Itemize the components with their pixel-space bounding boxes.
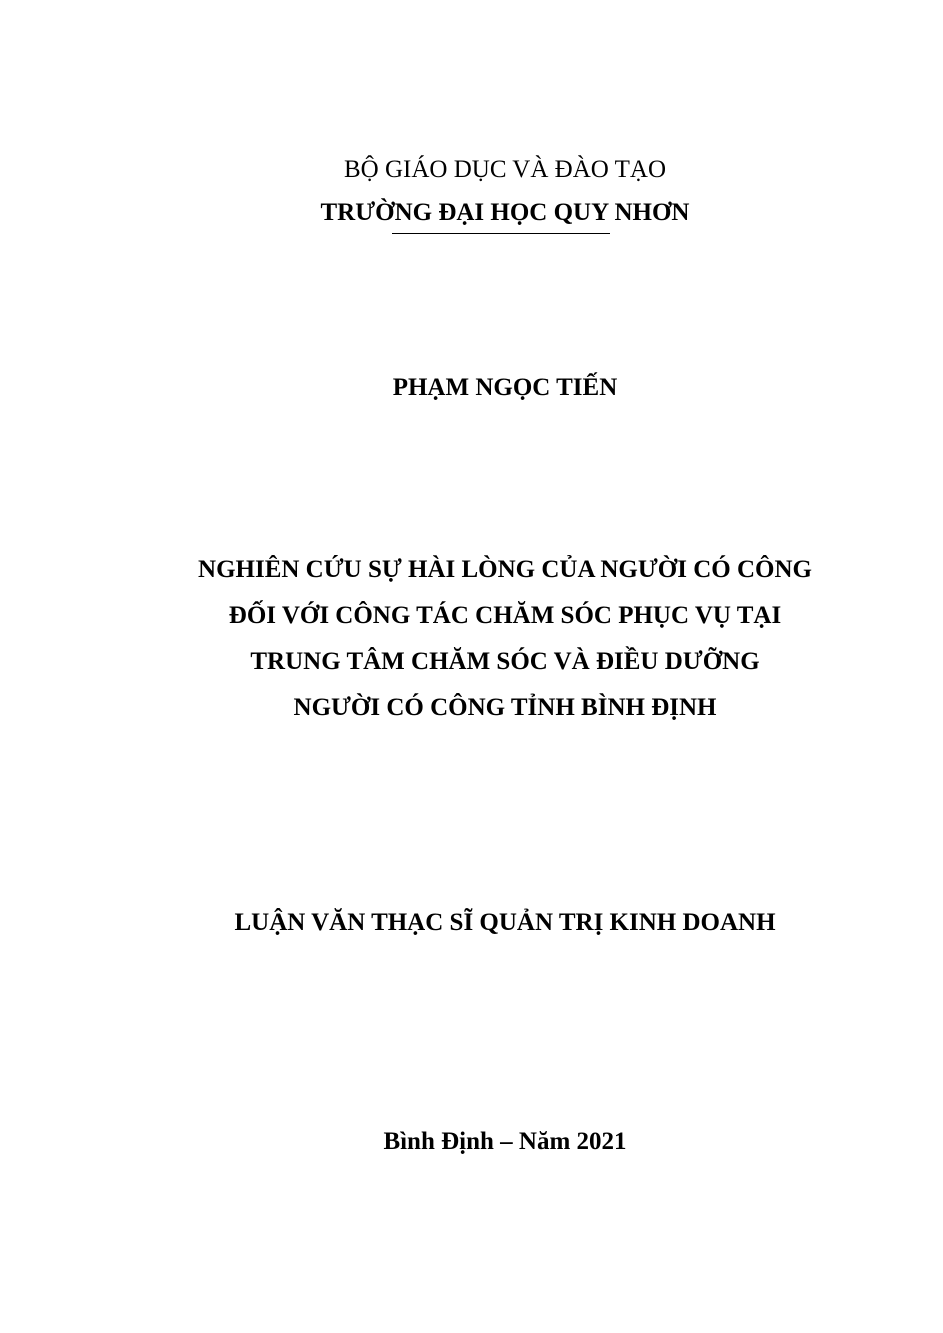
place-and-year: Bình Định – Năm 2021 (383, 1128, 627, 1155)
ministry-heading: BỘ GIÁO DỤC VÀ ĐÀO TẠO (344, 156, 666, 183)
author-name: PHẠM NGỌC TIẾN (392, 374, 618, 401)
university-underline (392, 233, 610, 234)
thesis-title-line-1: NGHIÊN CỨU SỰ HÀI LÒNG CỦA NGƯỜI CÓ CÔNG (198, 556, 812, 583)
thesis-title-line-2: ĐỐI VỚI CÔNG TÁC CHĂM SÓC PHỤC VỤ TẠI (228, 602, 782, 629)
thesis-title-line-4: NGƯỜI CÓ CÔNG TỈNH BÌNH ĐỊNH (293, 694, 717, 721)
thesis-title-line-3: TRUNG TÂM CHĂM SÓC VÀ ĐIỀU DƯỠNG (250, 648, 760, 675)
thesis-title (0, 547, 943, 731)
degree-type: LUẬN VĂN THẠC SĨ QUẢN TRỊ KINH DOANH (234, 909, 776, 936)
university-name: TRƯỜNG ĐẠI HỌC QUY NHƠN (320, 199, 690, 226)
